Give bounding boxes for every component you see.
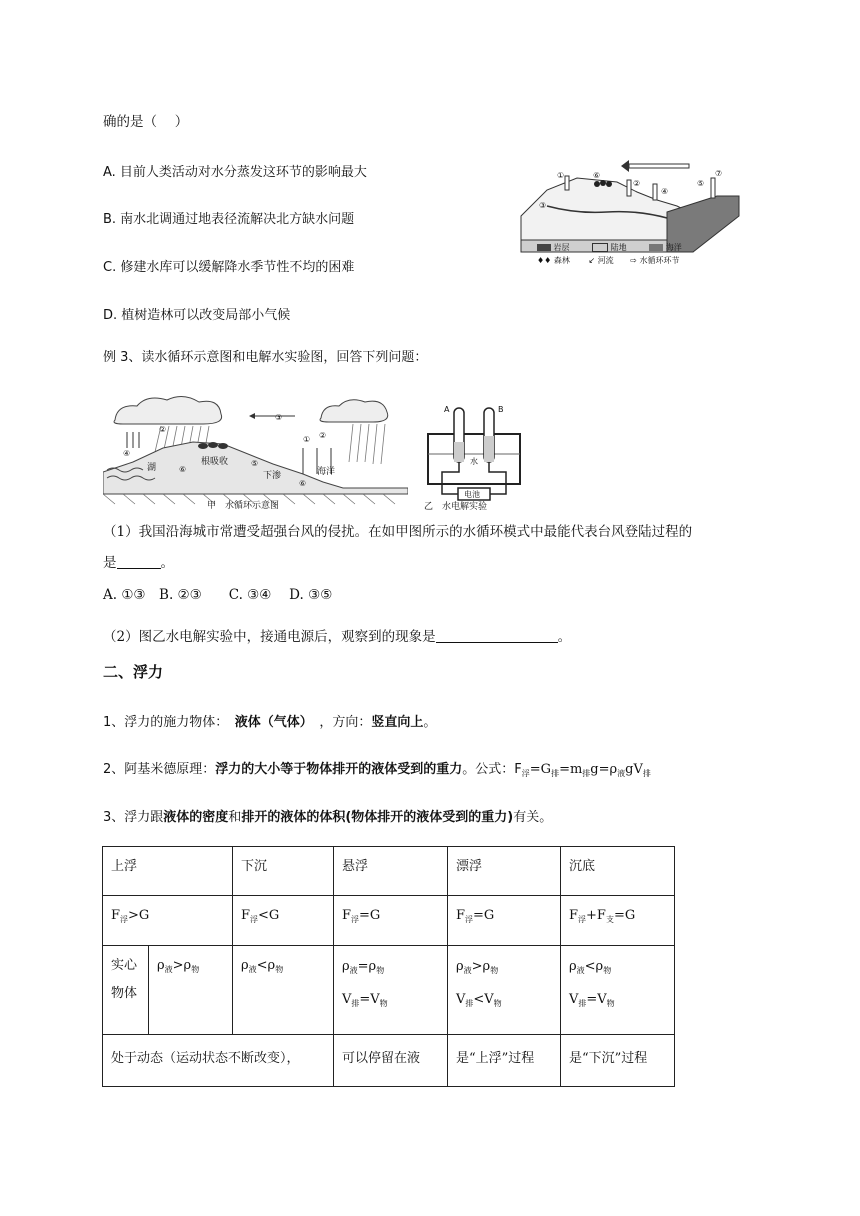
solid-label-1: 实心 (111, 958, 138, 973)
cell-density-bottom: $\rho_液<\rho_物$ $V_排=V_物$ (561, 946, 675, 1035)
p1-mid: ，方向： (319, 715, 372, 730)
header-suspend: 悬浮 (334, 847, 448, 896)
rain-right (349, 424, 385, 464)
cell-force-bottom: $F_浮+F_支=G$ (561, 896, 675, 946)
yi-label-battery: 电池 (464, 490, 480, 499)
legend-river: 河流 (597, 256, 614, 265)
cell-density-sink: $\rho_液<\rho_物$ (233, 946, 334, 1035)
legend-rock: 岩层 (553, 243, 570, 252)
water-cycle-figure-jia (103, 392, 408, 510)
q2-end: 。 (557, 629, 572, 645)
jia-label-lake: 湖 (147, 463, 157, 473)
cell-force-sink: $F_浮<G$ (233, 896, 334, 946)
table-row (103, 896, 675, 946)
archimedes-formula: $_浮=G_排=m_排g=\rho_液gV_排$ (521, 762, 651, 778)
jia-label-sea: 海洋 (317, 467, 336, 477)
p2-mid: 。公式：F (462, 762, 522, 777)
cell-density-suspend: $\rho_液=\rho_物$ $V_排=V_物$ (334, 946, 448, 1035)
q1-blank (117, 555, 161, 569)
advection-arrow (621, 160, 689, 172)
legend-land: 陆地 (610, 243, 627, 252)
yi-label-a: A (444, 405, 450, 414)
q2-blank (436, 629, 558, 643)
table-row (103, 1035, 675, 1087)
header-bottom: 沉底 (561, 847, 675, 896)
option-b: B. 南水北调通过地表径流解决北方缺水问题 (103, 212, 355, 227)
jia-marker-4: ④ (123, 449, 131, 458)
yi-label-b: B (498, 405, 504, 414)
solid-label-2: 物体 (111, 986, 138, 1001)
q1-choices: A. ①③ B. ②③ C. ③④ D. ③⑤ (103, 587, 333, 603)
cell-density-float: $\rho_液>\rho_物$ $V_排<V_物$ (448, 946, 561, 1035)
p3-end: 有关。 (513, 810, 553, 825)
q1-line1: （1）我国沿海城市常遭受超强台风的侵扰。在如甲图所示的水循环模式中最能代表台风登陆过程的 (103, 524, 693, 540)
yi-caption: 乙 水电解实验 (424, 502, 488, 510)
p1-end: 。 (423, 715, 437, 730)
option-d: D. 植树造林可以改变局部小气候 (103, 308, 291, 323)
header-float: 漂浮 (448, 847, 561, 896)
cell-force-suspend: $F_浮=G$ (334, 896, 448, 946)
fig1-marker-1: ① (557, 171, 565, 180)
fig1-marker-6: ⑥ (593, 171, 601, 180)
section2-title: 二、浮力 (103, 663, 164, 681)
cycle-arrow-icon: ⇨ (630, 256, 637, 265)
table-row (103, 847, 675, 896)
p2-bold: 浮力的大小等于物体排开的液体受到的重力 (215, 762, 463, 777)
q2-line (103, 625, 571, 645)
legend-ocean: 海洋 (665, 243, 682, 252)
p1-bold-1: 液体（气体） (234, 715, 307, 730)
fig1-legend-row (537, 242, 682, 253)
p3-mid: 和 (228, 810, 242, 825)
header-up: 上浮 (103, 847, 233, 896)
legend-cycle: 水循环环节 (639, 256, 680, 265)
section2-p2 (103, 758, 651, 779)
forest (594, 180, 612, 187)
cloud-right (320, 400, 388, 422)
p1-bold-2: 竖直向上 (371, 715, 424, 730)
q1-prefix: 是 (103, 555, 117, 571)
jia-label-seep: 下渗 (263, 471, 282, 481)
fig1-marker-5: ⑤ (697, 179, 705, 188)
fig1-legend-row-2 (537, 255, 679, 266)
table-row (103, 946, 675, 1035)
jia-marker-5: ⑤ (251, 459, 259, 468)
fig1-marker-2: ② (633, 179, 641, 188)
question-stem-tail: 确的是（ ） (103, 114, 189, 130)
jia-marker-6b: ⑥ (299, 479, 307, 488)
cell-up-process: 是“上浮”过程 (448, 1035, 561, 1087)
cell-down-process: 是“下沉”过程 (561, 1035, 675, 1087)
header-sink: 下沉 (233, 847, 334, 896)
example3-title: 例 3、读水循环示意图和电解水实验图，回答下列问题： (103, 350, 428, 365)
p2-pre: 2、阿基米德原理： (103, 762, 216, 777)
jia-marker-2-left: ② (159, 425, 167, 434)
p3-bold-1: 液体的密度 (163, 810, 229, 825)
jia-marker-1: ① (303, 435, 311, 444)
cell-force-float: $F_浮=G$ (448, 896, 561, 946)
cell-force-up: $F_浮>G$ (103, 896, 233, 946)
jia-marker-3: ③ (275, 413, 283, 422)
river-icon: ↙ (588, 256, 596, 265)
fig1-marker-3: ③ (539, 201, 547, 210)
legend-forest: 森林 (553, 256, 570, 265)
q2-text: （2）图乙水电解实验中，接通电源后，观察到的现象是 (103, 629, 436, 645)
jia-caption: 甲 水循环示意图 (207, 501, 280, 510)
q1-end: 。 (160, 555, 174, 571)
option-c: C. 修建水库可以缓解降水季节性不均的困难 (103, 260, 355, 275)
yi-label-water: 水 (470, 457, 478, 466)
q1-line2 (103, 551, 174, 571)
section2-p3 (103, 806, 552, 825)
section2-p1 (103, 711, 436, 730)
jia-label-root: 根吸收 (201, 457, 229, 467)
p3-pre: 3、浮力跟 (103, 810, 164, 825)
cloud-left (114, 396, 222, 424)
cell-stay: 可以停留在液 (334, 1035, 448, 1087)
trees (198, 442, 228, 449)
cell-dynamic: 处于动态（运动状态不断改变）， (103, 1035, 334, 1087)
option-a: A. 目前人类活动对水分蒸发这环节的影响最大 (103, 165, 367, 180)
p1-pre: 1、浮力的施力物体： (103, 715, 222, 730)
fig1-marker-4: ④ (661, 187, 669, 196)
forest-icon: ♦♦ (537, 256, 552, 265)
buoyancy-table (102, 846, 675, 1087)
cell-solid-label (103, 946, 149, 1035)
cell-density-up: $\rho_液>\rho_物$ (149, 946, 233, 1035)
p3-bold-2: 排开的液体的体积(物体排开的液体受到的重力) (241, 810, 514, 825)
electrolysis-figure-yi (422, 402, 526, 510)
jia-marker-6: ⑥ (179, 465, 187, 474)
fig1-marker-7: ⑦ (715, 169, 723, 178)
jia-marker-2-right: ② (319, 431, 327, 440)
